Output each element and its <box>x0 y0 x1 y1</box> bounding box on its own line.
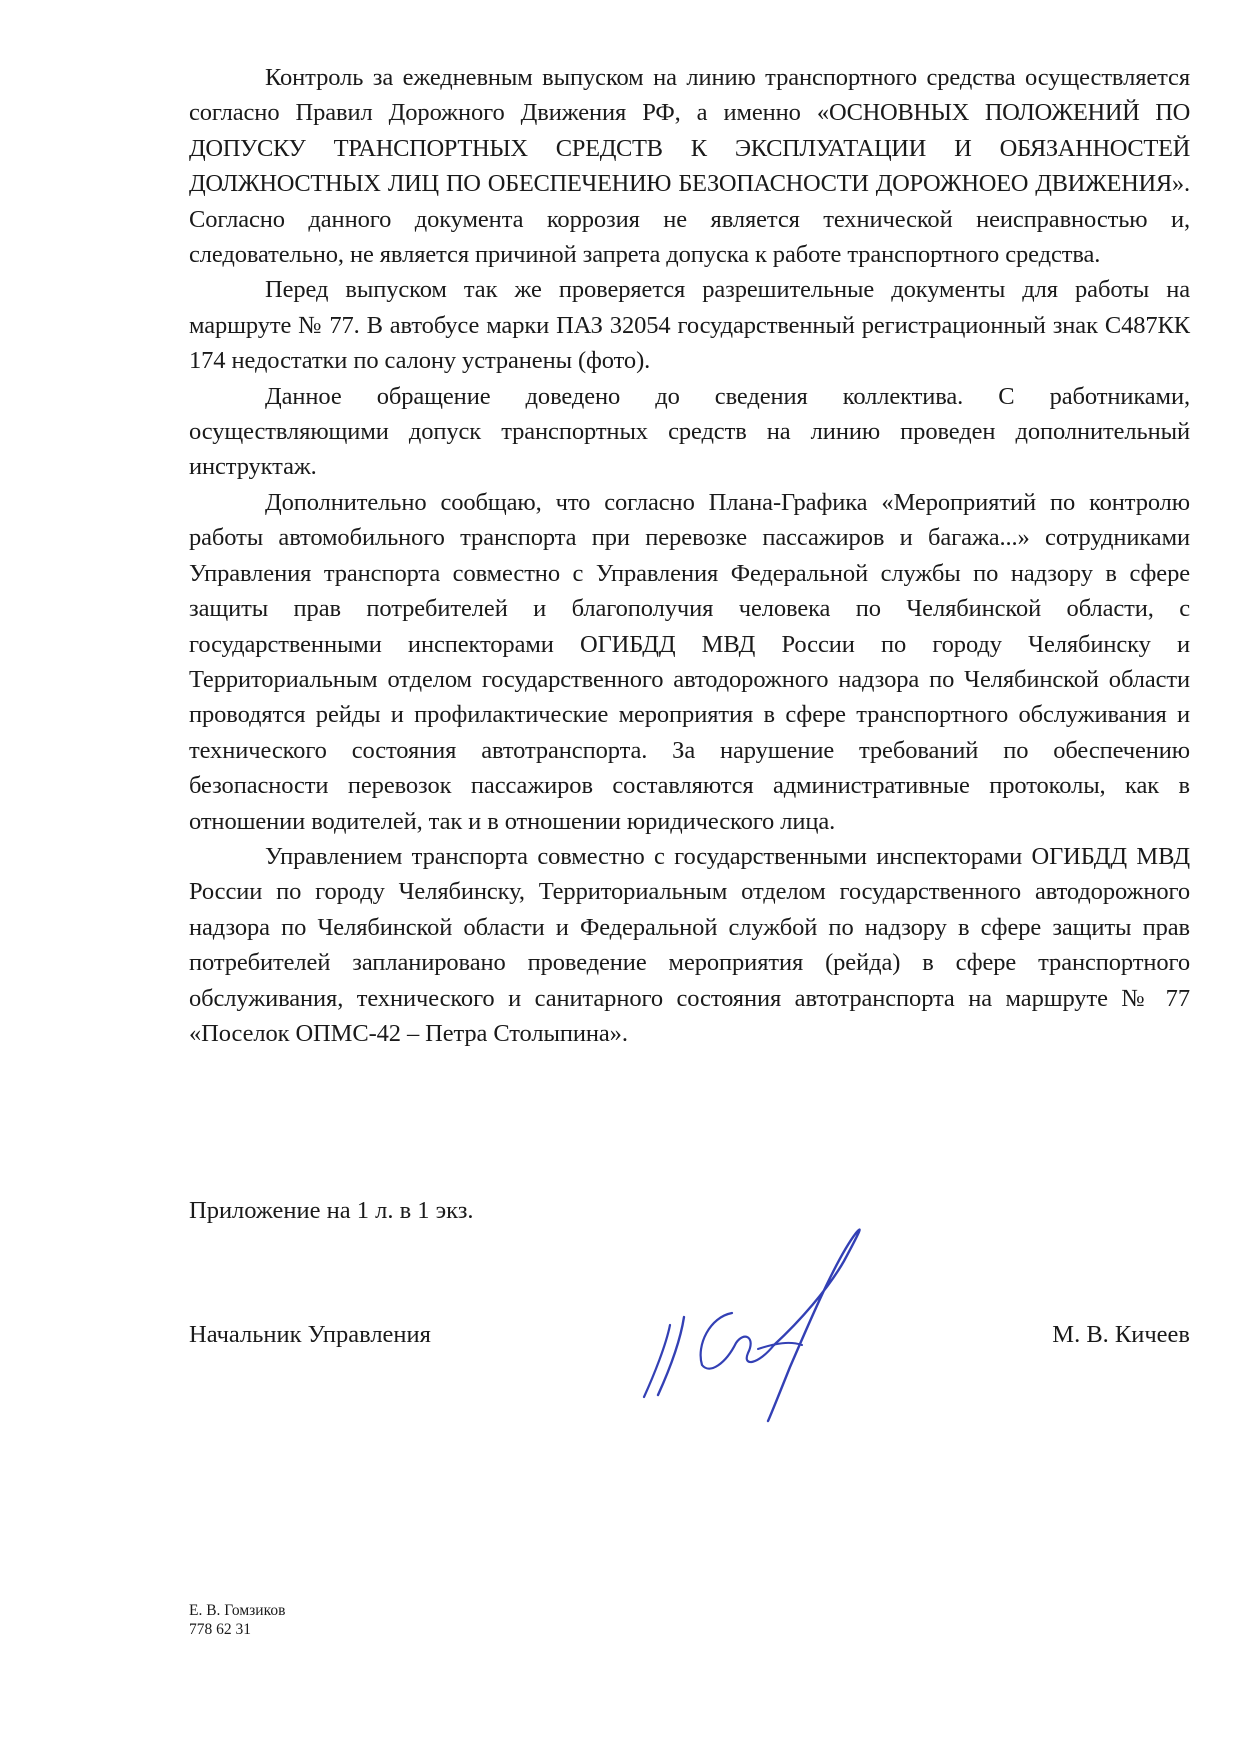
paragraph-staff-briefing: Данное обращение доведено до сведения коллектива. С работниками, осуществляющими допуск транспортных средств на линию проведен дополнительный инструктаж. <box>189 382 1190 481</box>
paragraph-1-document-title: ОСНОВНЫХ ПОЛОЖЕНИЙ ПО ДОПУСКУ ТРАНСПОРТНЫХ СРЕДСТВ К ЭКСПЛУАТАЦИИ И ОБЯЗАННОСТЕЙ ДОЛЖНОСТНЫХ ЛИЦ ПО ОБЕСПЕЧЕНИЮ БЕЗОПАСНОСТИ ДОРОЖНОЕО ДВИЖЕНИЯ <box>189 99 1190 198</box>
handwritten-signature <box>640 1225 970 1425</box>
executor-phone: 778 62 31 <box>189 1621 251 1638</box>
paragraph-1-part-3: ». Согласно данного документа коррозия не является технической неисправностью и, следовательно, не является причиной запрета допуска к работе транспортного средства. <box>189 170 1190 269</box>
signer-position: Начальник Управления <box>189 1321 431 1348</box>
executor-name: Е. В. Гомзиков <box>189 1602 286 1619</box>
signer-name: М. В. Кичеев <box>1052 1321 1190 1348</box>
paragraph-planned-raid: Управлением транспорта совместно с государственными инспекторами ОГИБДД МВД России по городу Челябинску, Территориальным отделом государственного автодорожного надзора по Челябинской области и Федеральной службой по надзору в сфере защиты прав потребителей запланировано проведение мероприятия (рейда) в сфере транспортного обслуживания, технического и санитарного состояния автотранспорта на маршруте № 77 «Поселок ОПМС-42 – Петра Столыпина». <box>189 842 1190 1047</box>
paragraph-1-part-1: Контроль за ежедневным выпуском на линию транспортного средства осуществляется согласно Правил Дорожного Движения РФ, а именно « <box>189 64 1190 127</box>
paragraph-vehicle-control <box>189 60 1190 272</box>
paragraph-permits-check: Перед выпуском так же проверяется разрешительные документы для работы на маршруте № 77. В автобусе марки ПАЗ 32054 государственный регистрационный знак С487КК 174 недостатки по салону устранены (фото). <box>189 276 1190 375</box>
paragraph-raids-info: Дополнительно сообщаю, что согласно Плана-Графика «Мероприятий по контролю работы автомобильного транспорта при перевозке пассажиров и багажа...» сотрудниками Управления транспорта совместно с Управления Федеральной службы по надзору в сфере защиты прав потребителей и благополучия человека по Челябинской области, с государственными инспекторами ОГИБДД МВД России по городу Челябинску и Территориальным отделом государственного автодорожного надзора по Челябинской области проводятся рейды и профилактические мероприятия в сфере транспортного обслуживания и технического состояния автотранспорта. За нарушение требований по обеспечению безопасности перевозок пассажиров составляются административные протоколы, как в отношении водителей, так и в отношении юридического лица. <box>189 488 1190 835</box>
executor-block <box>189 1601 285 1639</box>
attachment-note: Приложение на 1 л. в 1 экз. <box>189 1197 474 1224</box>
letter-body <box>189 60 1190 1051</box>
